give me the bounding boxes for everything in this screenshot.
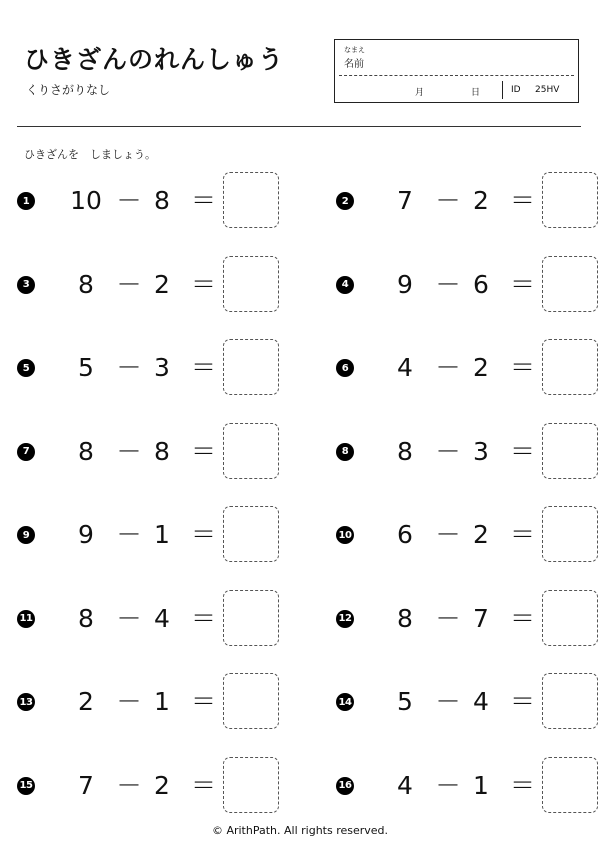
equals-sign: ＝ — [510, 186, 536, 215]
problem-item — [17, 590, 297, 648]
minuend: 2 — [78, 687, 94, 716]
id-label: ID — [511, 85, 521, 95]
page-subtitle: くりさがりなし — [26, 83, 111, 97]
problem-item — [336, 172, 600, 230]
minuend: 8 — [397, 603, 413, 633]
minuend: 9 — [397, 269, 413, 299]
problem-item — [336, 506, 600, 564]
minus-sign: － — [435, 186, 461, 215]
minuend: 8 — [397, 436, 413, 466]
equals-sign: ＝ — [191, 770, 217, 800]
subtrahend: 2 — [154, 770, 170, 800]
minus-sign: － — [435, 436, 461, 466]
equals-sign: ＝ — [510, 520, 536, 549]
instruction-text: ひきざんを しましょう。 — [24, 148, 156, 161]
minus-sign: － — [116, 353, 142, 382]
equals-sign: ＝ — [510, 603, 536, 633]
page-title: ひきざんのれんしゅう — [24, 45, 285, 74]
problem-number-badge: 3 — [17, 276, 35, 294]
subtrahend: 6 — [473, 269, 489, 299]
answer-box[interactable] — [223, 256, 279, 312]
problem-number-badge: 8 — [336, 443, 354, 461]
answer-box[interactable] — [542, 423, 598, 479]
minuend: 5 — [397, 687, 413, 716]
problem-item — [17, 423, 297, 481]
minus-sign: － — [435, 520, 461, 549]
answer-box[interactable] — [542, 172, 598, 228]
minus-sign: － — [116, 436, 142, 466]
day-label: 日 — [471, 88, 481, 98]
subtrahend: 4 — [154, 603, 170, 633]
answer-box[interactable] — [223, 590, 279, 646]
problem-item — [336, 590, 600, 648]
subtrahend: 2 — [473, 520, 489, 549]
minuend: 8 — [78, 603, 94, 633]
subtrahend: 2 — [154, 269, 170, 299]
subtrahend: 1 — [154, 687, 170, 716]
problem-number-badge: 16 — [336, 777, 354, 795]
equals-sign: ＝ — [191, 603, 217, 633]
equals-sign: ＝ — [510, 770, 536, 800]
minus-sign: － — [116, 186, 142, 215]
minuend: 8 — [78, 269, 94, 299]
equals-sign: ＝ — [510, 269, 536, 299]
subtrahend: 1 — [154, 520, 170, 549]
minuend: 7 — [78, 770, 94, 800]
minuend: 7 — [397, 186, 413, 215]
subtrahend: 7 — [473, 603, 489, 633]
problem-item — [336, 256, 600, 314]
minuend: 5 — [78, 353, 94, 382]
equals-sign: ＝ — [191, 269, 217, 299]
name-ruby: なまえ — [344, 46, 365, 54]
minus-sign: － — [435, 269, 461, 299]
problem-item — [17, 339, 297, 397]
equals-sign: ＝ — [191, 687, 217, 716]
problem-number-badge: 2 — [336, 192, 354, 210]
problem-number-badge: 9 — [17, 526, 35, 544]
answer-box[interactable] — [223, 757, 279, 813]
answer-box[interactable] — [542, 506, 598, 562]
answer-box[interactable] — [542, 256, 598, 312]
problem-item — [17, 172, 297, 230]
equals-sign: ＝ — [510, 353, 536, 382]
problem-number-badge: 15 — [17, 777, 35, 795]
minuend: 4 — [397, 770, 413, 800]
minus-sign: － — [435, 770, 461, 800]
minuend: 9 — [78, 520, 94, 549]
minus-sign: － — [116, 603, 142, 633]
subtrahend: 8 — [154, 186, 170, 215]
equals-sign: ＝ — [191, 436, 217, 466]
minus-sign: － — [116, 269, 142, 299]
equals-sign: ＝ — [191, 186, 217, 215]
answer-box[interactable] — [223, 339, 279, 395]
problem-number-badge: 10 — [336, 526, 354, 544]
equals-sign: ＝ — [510, 436, 536, 466]
subtrahend: 1 — [473, 770, 489, 800]
minus-sign: － — [435, 353, 461, 382]
answer-box[interactable] — [542, 673, 598, 729]
problem-item — [17, 757, 297, 815]
answer-box[interactable] — [223, 172, 279, 228]
minus-sign: － — [116, 770, 142, 800]
answer-box[interactable] — [542, 590, 598, 646]
subtrahend: 3 — [154, 353, 170, 382]
subtrahend: 2 — [473, 353, 489, 382]
problem-item — [17, 506, 297, 564]
minuend: 10 — [70, 186, 102, 215]
answer-box[interactable] — [542, 757, 598, 813]
minus-sign: － — [435, 687, 461, 716]
problem-number-badge: 13 — [17, 693, 35, 711]
answer-box[interactable] — [223, 423, 279, 479]
problem-item — [336, 757, 600, 815]
answer-box[interactable] — [223, 673, 279, 729]
equals-sign: ＝ — [191, 353, 217, 382]
minuend: 8 — [78, 436, 94, 466]
problem-item — [336, 423, 600, 481]
name-box — [334, 39, 579, 103]
problem-item — [336, 339, 600, 397]
problem-number-badge: 7 — [17, 443, 35, 461]
subtrahend: 3 — [473, 436, 489, 466]
problem-number-badge: 14 — [336, 693, 354, 711]
problem-number-badge: 5 — [17, 359, 35, 377]
id-value: 25HV — [535, 85, 560, 95]
minus-sign: － — [116, 687, 142, 716]
problem-number-badge: 4 — [336, 276, 354, 294]
subtrahend: 2 — [473, 186, 489, 215]
minus-sign: － — [116, 520, 142, 549]
header-divider — [17, 126, 581, 127]
answer-box[interactable] — [542, 339, 598, 395]
name-label: 名前 — [344, 59, 364, 70]
month-label: 月 — [415, 88, 425, 98]
minuend: 4 — [397, 353, 413, 382]
subtrahend: 4 — [473, 687, 489, 716]
problem-item — [17, 256, 297, 314]
problem-number-badge: 11 — [17, 610, 35, 628]
minus-sign: － — [435, 603, 461, 633]
subtrahend: 8 — [154, 436, 170, 466]
equals-sign: ＝ — [191, 520, 217, 549]
id-divider — [502, 81, 503, 99]
problem-number-badge: 12 — [336, 610, 354, 628]
equals-sign: ＝ — [510, 687, 536, 716]
minuend: 6 — [397, 520, 413, 549]
copyright-footer: © ArithPath. All rights reserved. — [211, 824, 389, 837]
problem-item — [336, 673, 600, 731]
answer-box[interactable] — [223, 506, 279, 562]
name-line[interactable] — [339, 75, 574, 76]
problem-item — [17, 673, 297, 731]
problem-number-badge: 6 — [336, 359, 354, 377]
problem-number-badge: 1 — [17, 192, 35, 210]
